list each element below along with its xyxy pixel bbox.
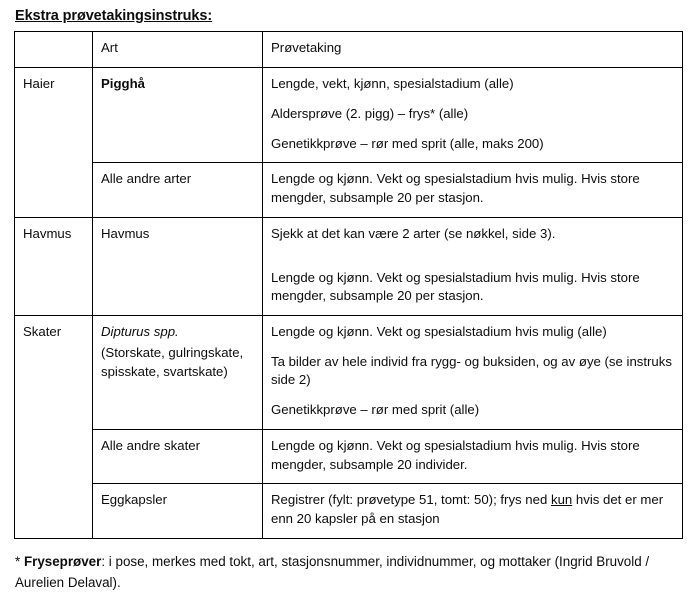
- provetaking-cell-alle-andre-skater: [263, 429, 683, 483]
- art-cell-alle-andre-arter: Alle andre arter: [93, 163, 263, 217]
- art-cell-dipturus: [93, 316, 263, 430]
- art-cell-alle-andre-skater: Alle andre skater: [93, 429, 263, 483]
- table-row: [15, 217, 683, 315]
- group-label-haier: Haier: [15, 68, 93, 218]
- column-header-art: Art: [93, 32, 263, 68]
- table-row: [15, 316, 683, 430]
- group-label-skater: Skater: [15, 316, 93, 539]
- art-name: Pigghå: [101, 76, 145, 92]
- species-common-names: (Storskate, gulringskate, spisskate, svartskate): [101, 344, 244, 379]
- instruction-line: Ta bilder av hele individ fra rygg- og buksiden, og av øye (se instruks side 2): [271, 353, 672, 388]
- instruction-line: Aldersprøve (2. pigg) – frys* (alle): [271, 105, 469, 121]
- instruction-text-after: hvis det er mer enn 20 kapsler på en stasjon: [271, 492, 664, 527]
- paragraph-spacer: [271, 255, 674, 269]
- art-cell-pigghaa: [93, 68, 263, 163]
- footnote-marker: *: [15, 553, 24, 569]
- table-header-row: [15, 32, 683, 68]
- instruction-line: Lengde og kjønn. Vekt og spesialstadium hvis mulig. Hvis store mengder, subsample 20 per stasjon.: [271, 171, 640, 206]
- table-row: [15, 68, 683, 163]
- art-cell-havmus: Havmus: [93, 217, 263, 315]
- column-header-provetaking: Prøvetaking: [263, 32, 683, 68]
- table-row: [15, 429, 683, 483]
- footnote-label: Fryseprøver: [23, 553, 102, 569]
- art-cell-eggkapsler: Eggkapsler: [93, 484, 263, 538]
- instruction-emphasis-kun: kun: [550, 492, 573, 508]
- footnote: [15, 552, 677, 594]
- provetaking-cell-alle-andre-arter: [263, 163, 683, 217]
- instruction-text-before: Registrer (fylt: prøvetype 51, tomt: 50); frys ned: [271, 492, 551, 508]
- column-header-group: [15, 32, 93, 68]
- provetaking-cell-pigghaa: [263, 68, 683, 163]
- provetaking-cell-dipturus: [263, 316, 683, 430]
- instruction-line: Lengde, vekt, kjønn, spesialstadium (alle): [271, 76, 514, 92]
- provetaking-cell-eggkapsler: [263, 484, 683, 538]
- instruction-line: Genetikkprøve – rør med sprit (alle): [271, 402, 480, 418]
- instruction-line: Genetikkprøve – rør med sprit (alle, maks 200): [271, 135, 544, 151]
- instruction-line: [271, 491, 674, 528]
- group-label-havmus: Havmus: [15, 217, 93, 315]
- table-row: [15, 163, 683, 217]
- page-title: Ekstra prøvetakingsinstruks:: [15, 8, 213, 24]
- provetaking-cell-havmus: [263, 217, 683, 315]
- table-row: [15, 484, 683, 538]
- instruction-line: Sjekk at det kan være 2 arter (se nøkkel, side 3).: [271, 225, 556, 241]
- footnote-text: : i pose, merkes med tokt, art, stasjonsnummer, individnummer, og mottaker (Ingrid Bruvold / Aurelien Delaval).: [15, 553, 650, 590]
- instruction-line: Lengde og kjønn. Vekt og spesialstadium hvis mulig (alle): [271, 324, 607, 339]
- sampling-instructions-table: [14, 31, 683, 538]
- instruction-line: Lengde og kjønn. Vekt og spesialstadium hvis mulig. Hvis store mengder, subsample 20 individer.: [271, 437, 640, 472]
- instruction-line: Lengde og kjønn. Vekt og spesialstadium hvis mulig. Hvis store mengder, subsample 20 per stasjon.: [271, 269, 640, 304]
- species-scientific-name: Dipturus spp.: [101, 324, 179, 339]
